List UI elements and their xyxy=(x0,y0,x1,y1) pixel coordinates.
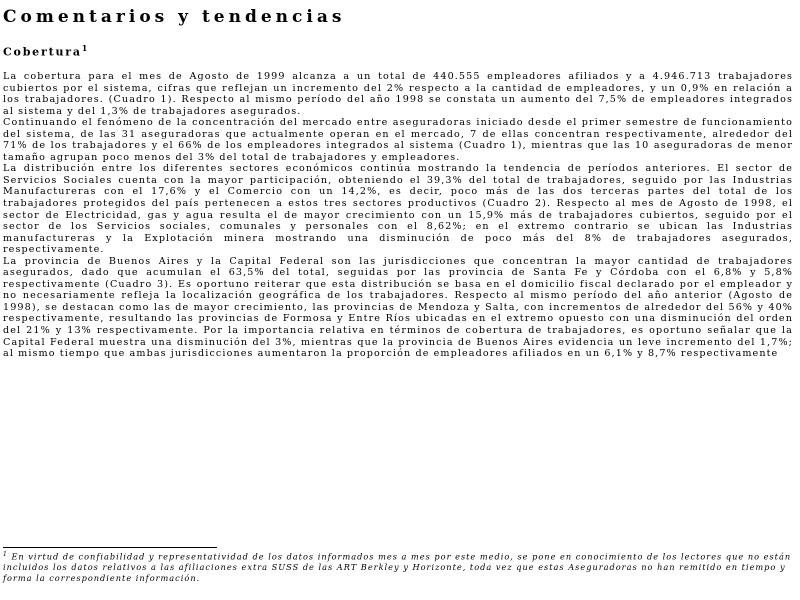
paragraph-coverage-totals: La cobertura para el mes de Agosto de 1999 alcanza a un total de 440.555 empleadores afiliados y a 4.946.713 trabajadores cubiertos por el sistema, cifras que reflejan un incremento del 2% respecto a la cantidad de empleadores, y un 0,9% en relación a los trabajadores. (Cuadro 1). Respecto al mismo período del año 1998 se constata un aumento del 7,5% de empleadores integrados al sistema y del 1,3% de trabajadores asegurados. xyxy=(3,71,793,117)
section-heading-text: Cobertura xyxy=(3,45,82,59)
footnote-text: En virtud de confiabilidad y representatividad de los datos informados mes a mes por este medio, se pone en conocimiento de los lectores que no están incluidos los datos relativos a las afiliaciones extra SUSS de las ART Berkley y Horizonte, toda vez que estas Aseguradoras no han remitido en tiempo y forma la correspondiente información. xyxy=(3,551,792,583)
footnote-divider xyxy=(3,547,217,548)
paragraph-jurisdictions: La provincia de Buenos Aires y la Capital Federal son las jurisdicciones que concentran la mayor cantidad de trabajadores asegurados, dado que acumulan el 63,5% del total, seguidas por las provincia de Santa Fe y Córdoba con el 6,8% y 5,8% respectivamente (Cuadro 3). Es oportuno reiterar que esta distribución se basa en el domicilio fiscal declarado por el empleador y no necesariamente refleja la localización geográfica de los trabajadores. Respecto al mismo período del año anterior (Agosto de 1998), se destacan como las de mayor crecimiento, las provincias de Mendoza y Salta, con incrementos de alrededor del 56% y 40% respectivamente, resultando las provincias de Formosa y Entre Ríos ubicadas en el extremo opuesto con una disminución del orden del 21% y 13% respectivamente. Por la importancia relativa en términos de cobertura de trabajadores, es oportuno señalar que la Capital Federal muestra una disminución del 3%, mientras que la provincia de Buenos Aires evidencia un leve incremento del 1,7%; al mismo tiempo que ambas jurisdicciones aumentaron la proporción de empleadores afiliados en un 6,1% y 8,7% respectivamente xyxy=(3,255,793,360)
body-text xyxy=(3,71,793,360)
footnote-marker: 1 xyxy=(3,551,8,558)
section-heading xyxy=(3,41,87,60)
paragraph-market-concentration: Continuando el fenómeno de la concentración del mercado entre aseguradoras iniciado desde el primer semestre de funcionamiento del sistema, de las 31 aseguradoras que actualmente operan en el mercado, 7 de ellas concentran respectivamente, alrededor del 71% de los trabajadores y el 66% de los empleadores integrados al sistema (Cuadro 1), mientras que las 10 aseguradoras de menor tamaño agrupan poco menos del 3% del total de trabajadores y empleadores. xyxy=(3,117,793,163)
document-title: Comentarios y tendencias xyxy=(3,7,346,27)
footnote xyxy=(3,550,793,584)
paragraph-economic-sectors: La distribución entre los diferentes sectores económicos continúa mostrando la tendencia de períodos anteriores. El sector de Servicios Sociales cuenta con la mayor participación, obteniendo el 39,3% del total de trabajadores, seguido por las Industrias Manufactureras con el 17,6% y el Comercio con un 14,2%, es decir, poco más de las dos terceras partes del total de los trabajadores protegidos del país pertenecen a estos tres sectores productivos (Cuadro 2). Respecto al mes de Agosto de 1998, el sector de Electricidad, gas y agua resulta el de mayor crecimiento con un 15,9% más de trabajadores cubiertos, seguido por el sector de los Servicios sociales, comunales y personales con el 8,62%; en el extremo contrario se ubican las Industrias manufactureras y la Explotación minera mostrando una disminución de poco más del 8% de trabajadores asegurados, respectivamente. xyxy=(3,163,793,256)
footnote-reference: 1 xyxy=(81,43,88,53)
